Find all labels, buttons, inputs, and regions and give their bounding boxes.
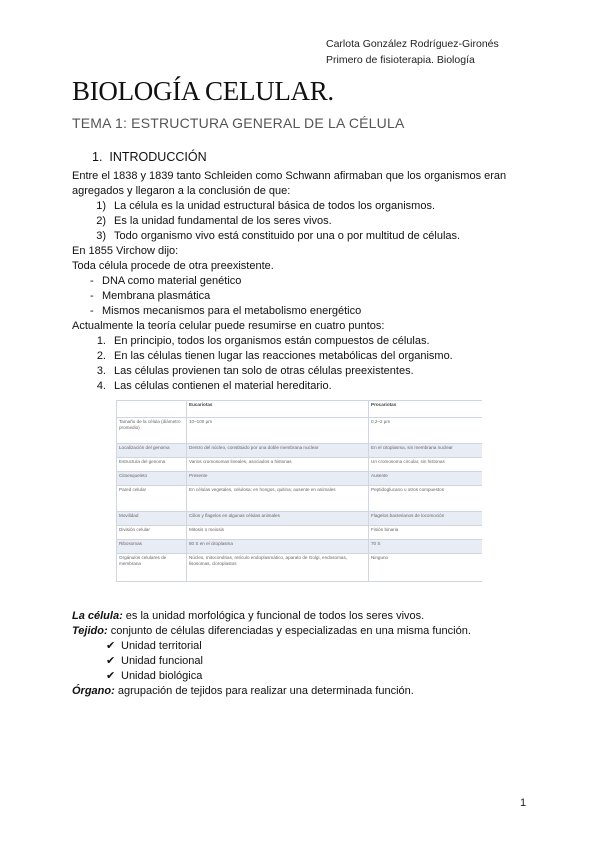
checkmark-icon: ✔	[106, 655, 116, 667]
table-header-cell: Procariotas	[369, 401, 483, 418]
table-row: Pared celular En células vegetales, celulosa; en hongos, quitina; ausente en animales Peptidoglucano u otros compuestos	[117, 485, 483, 511]
tissue-definition: Tejido: conjunto de células diferenciadas y especializadas en una misma función.	[72, 625, 471, 637]
list-item: - DNA como material genético	[90, 275, 242, 287]
table-row: Localización del genoma Dentro del núcleo, constituido por una doble membrana nuclear En el citoplasma, sin membrana nuclear	[117, 443, 483, 457]
author-name: Carlota González Rodríguez-Gironés	[326, 38, 499, 50]
table-row: Ribosomas 80 S en el citoplasma 70 S	[117, 539, 483, 553]
list-item: - Mismos mecanismos para el metabolismo energético	[90, 305, 362, 317]
list-item: 3) Todo organismo vivo está constituido por una o por multitud de células.	[96, 230, 461, 242]
topic-subtitle: TEMA 1: ESTRUCTURA GENERAL DE LA CÉLULA	[72, 115, 405, 131]
shared-features-list	[72, 274, 542, 319]
table-header-row	[117, 401, 483, 418]
document-title: BIOLOGÍA CELULAR.	[72, 76, 334, 106]
list-item: 3. Las células provienen tan solo de otras células preexistentes.	[96, 365, 414, 377]
virchow-intro: En 1855 Virchow dijo:	[72, 245, 179, 257]
tissue-term: Tejido:	[72, 625, 108, 637]
checkmark-icon: ✔	[106, 670, 116, 682]
section-heading	[92, 150, 207, 164]
list-item: ✔ Unidad funcional	[106, 655, 203, 667]
list-item: 1. En principio, todos los organismos están compuestos de células.	[96, 335, 430, 347]
intro-paragraph: Entre el 1838 y 1839 tanto Schleiden como Schwann afirmaban que los organismos eran agregados y llegaron a la conclusión de que:	[72, 170, 507, 197]
conclusions-list	[72, 199, 542, 244]
organ-term: Órgano:	[72, 685, 115, 697]
list-item: 2. En las células tienen lugar las reacciones metabólicas del organismo.	[96, 350, 453, 362]
introduction-body	[72, 169, 542, 394]
table-row: Estructura del genoma Varios cromosomas lineales, asociados a histonas Un cromosoma circular, sin histonas	[117, 457, 483, 471]
list-item: ✔ Unidad territorial	[106, 640, 202, 652]
table-row: Orgánulos celulares de membrana Núcleo, mitocondrias, retículo endoplasmático, aparato de Golgi, endosomas, lisosomas, cloroplastos Ninguno	[117, 553, 483, 581]
section-title: INTRODUCCIÓN	[109, 150, 207, 164]
section-number: 1.	[92, 150, 103, 164]
virchow-quote: Toda célula procede de otra preexistente.	[72, 260, 274, 272]
course-name: Primero de fisioterapia. Biología	[326, 54, 475, 66]
organ-definition: Órgano: agrupación de tejidos para realizar una determinada función.	[72, 685, 414, 697]
theory-intro: Actualmente la teoría celular puede resumirse en cuatro puntos:	[72, 320, 385, 332]
table-header-cell: Eucariotas	[187, 401, 369, 418]
theory-points-list	[72, 334, 542, 394]
comparison-table	[116, 400, 482, 582]
list-item: ✔ Unidad biológica	[106, 670, 203, 682]
list-item: 4. Las células contienen el material hereditario.	[96, 380, 332, 392]
cell-definition: La célula: es la unidad morfológica y funcional de todos los seres vivos.	[72, 610, 425, 622]
definitions-block	[72, 609, 542, 699]
table-header-cell	[117, 401, 187, 418]
table-row: División celular Mitosis o meiosis Fisión binaria	[117, 525, 483, 539]
table-row: Movilidad Cilios y flagelos en algunas células animales Flagelos bacterianos de locomoción	[117, 511, 483, 525]
document-header	[326, 36, 499, 68]
table-row: Citoesqueleto Presente Ausente	[117, 471, 483, 485]
list-item: 2) Es la unidad fundamental de los seres vivos.	[96, 215, 332, 227]
list-item: - Membrana plasmática	[90, 290, 211, 302]
comparison-table-image	[116, 400, 482, 584]
cell-term: La célula:	[72, 610, 123, 622]
table-row: Tamaño de la célula (diámetro promedio) 10–100 µm 0,2–2 µm	[117, 417, 483, 443]
page-number: 1	[520, 797, 527, 809]
checkmark-icon: ✔	[106, 640, 116, 652]
list-item: 1) La célula es la unidad estructural básica de todos los organismos.	[96, 200, 436, 212]
